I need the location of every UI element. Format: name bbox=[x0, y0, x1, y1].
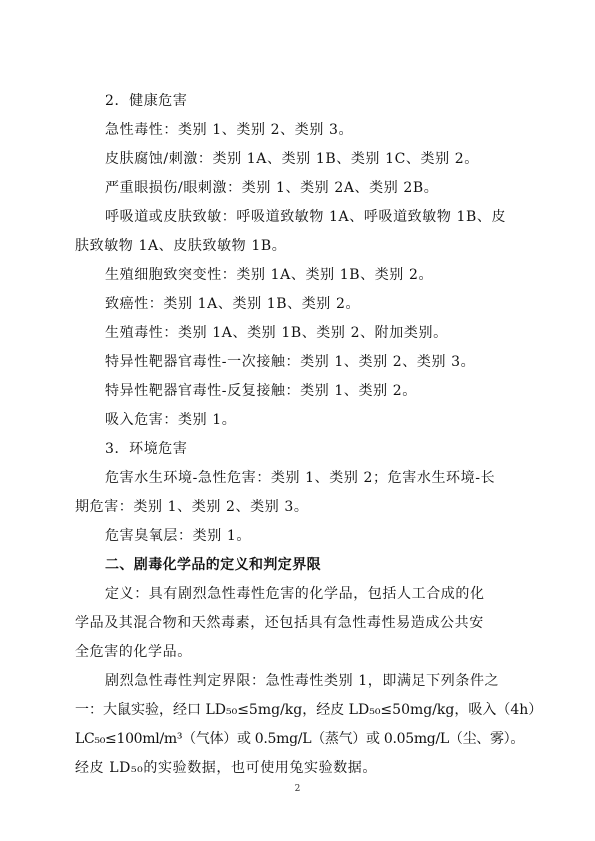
paragraph-line: 皮肤腐蚀/刺激：类别 1A、类别 1B、类别 1C、类别 2。 bbox=[105, 151, 479, 167]
page-number: 2 bbox=[294, 784, 301, 794]
paragraph-line: 呼吸道或皮肤致敏：呼吸道致敏物 1A、呼吸道致敏物 1B、皮 bbox=[105, 209, 507, 225]
section-heading-environment-hazard: 3．环境危害 bbox=[105, 441, 188, 457]
paragraph-line: 经皮 LD₅₀的实验数据，也可使用兔实验数据。 bbox=[75, 760, 377, 776]
paragraph-line: 致癌性：类别 1A、类别 1B、类别 2。 bbox=[105, 296, 361, 312]
paragraph-line: 生殖毒性：类别 1A、类别 1B、类别 2、附加类别。 bbox=[105, 325, 448, 341]
paragraph-line: 剧烈急性毒性判定界限：急性毒性类别 1，即满足下列条件之 bbox=[105, 673, 500, 689]
paragraph-line: 定义：具有剧烈急性毒性危害的化学品，包括人工合成的化 bbox=[105, 586, 485, 602]
paragraph-line: 全危害的化学品。 bbox=[75, 644, 192, 660]
paragraph-line: 急性毒性：类别 1、类别 2、类别 3。 bbox=[105, 122, 354, 138]
section-heading-highly-toxic-chemicals: 二、剧毒化学品的定义和判定界限 bbox=[105, 557, 321, 573]
paragraph-line: 肤致敏物 1A、皮肤致敏物 1B。 bbox=[75, 238, 287, 254]
paragraph-line: 学品及其混合物和天然毒素，还包括具有急性毒性易造成公共安 bbox=[75, 615, 484, 631]
paragraph-line: 一：大鼠实验，经口 LD₅₀≤5mg/kg，经皮 LD₅₀≤50mg/kg，吸入（4h） bbox=[75, 702, 543, 718]
paragraph-line: 严重眼损伤/眼刺激：类别 1、类别 2A、类别 2B。 bbox=[105, 180, 439, 196]
section-heading-health-hazard: 2．健康危害 bbox=[105, 93, 188, 109]
paragraph-line: 生殖细胞致突变性：类别 1A、类别 1B、类别 2。 bbox=[105, 267, 434, 283]
paragraph-line: LC₅₀≤100ml/m³（气体）或 0.5mg/L（蒸气）或 0.05mg/L（尘、雾）。 bbox=[75, 731, 525, 747]
paragraph-line: 吸入危害：类别 1。 bbox=[105, 412, 237, 428]
paragraph-line: 危害水生环境-急性危害：类别 1、类别 2；危害水生环境-长 bbox=[105, 470, 496, 486]
paragraph-line: 危害臭氧层：类别 1。 bbox=[105, 528, 251, 544]
paragraph-line: 特异性靶器官毒性-反复接触：类别 1、类别 2。 bbox=[105, 383, 417, 399]
paragraph-line: 特异性靶器官毒性-一次接触：类别 1、类别 2、类别 3。 bbox=[105, 354, 476, 370]
paragraph-line: 期危害：类别 1、类别 2、类别 3。 bbox=[75, 499, 309, 515]
